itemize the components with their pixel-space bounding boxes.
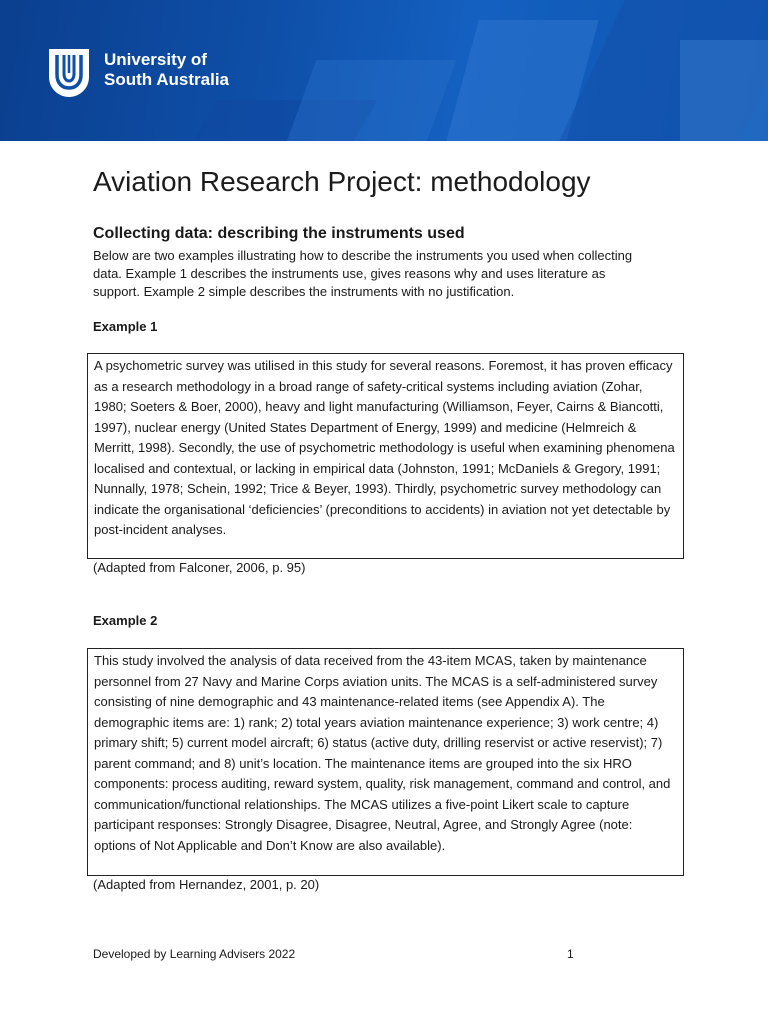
example-1-source: (Adapted from Falconer, 2006, p. 95): [93, 560, 306, 575]
example-2-box: This study involved the analysis of data received from the 43-item MCAS, taken by maintenance personnel from 27 Navy and Marine Corps aviation units. The MCAS is a self-administered survey consisting of nine demographic and 43 maintenance-related items (see Appendix A). The demographic items are: 1) rank; 2) total years aviation maintenance experience; 3) work centre; 4) primary shift; 5) current model aircraft; 6) status (active duty, drilling reservist or active reservist); 7) parent command; and 8) unit’s location. The maintenance items are grouped into the six HRO components: process auditing, reward system, quality, risk management, command and control, and communication/functional relationships. The MCAS utilizes a five-point Likert scale to capture participant responses: Strongly Disagree, Disagree, Neutral, Agree, and Strongly Agree (note: options of Not Applicable and Don’t Know are also available).: [87, 648, 684, 876]
example-1-box: A psychometric survey was utilised in this study for several reasons. Foremost, it has proven efficacy as a research methodology in a broad range of safety-critical systems including aviation (Zohar, 1980; Soeters & Boer, 2000), heavy and light manufacturing (Williamson, Feyer, Cairns & Biancotti, 1997), nuclear energy (United States Department of Energy, 1999) and medicine (Helmreich & Merritt, 1998). Secondly, the use of psychometric methodology is useful when examining phenomena localised and contextual, or lacking in empirical data (Johnston, 1991; McDaniels & Gregory, 1991; Nunnally, 1978; Schein, 1992; Trice & Beyer, 1993). Thirdly, psychometric survey methodology can indicate the organisational ‘deficiencies’ (preconditions to accidents) in aviation not yet detectable by post-incident analyses.: [87, 353, 684, 559]
university-logo-icon: [47, 47, 91, 99]
page-title: Aviation Research Project: methodology: [93, 166, 591, 197]
banner-decoration: [680, 40, 768, 141]
example-2-label: Example 2: [93, 613, 158, 628]
section-heading: Collecting data: describing the instruments used: [93, 225, 465, 242]
university-name-line1: University of: [104, 50, 207, 69]
example-2-source: (Adapted from Hernandez, 2001, p. 20): [93, 877, 320, 892]
example-1-label: Example 1: [93, 319, 158, 334]
page-number: 1: [567, 947, 574, 961]
university-name-line2: South Australia: [104, 70, 229, 89]
footer-credit: Developed by Learning Advisers 2022: [93, 947, 296, 961]
header-banner: [0, 0, 768, 141]
university-name: [104, 50, 229, 90]
intro-paragraph: Below are two examples illustrating how to describe the instruments you used when collecting data. Example 1 describes the instruments use, gives reasons why and uses literature as support. Example 2 simple describes the instruments with no justification.: [93, 248, 633, 299]
banner-decoration: [284, 60, 457, 141]
